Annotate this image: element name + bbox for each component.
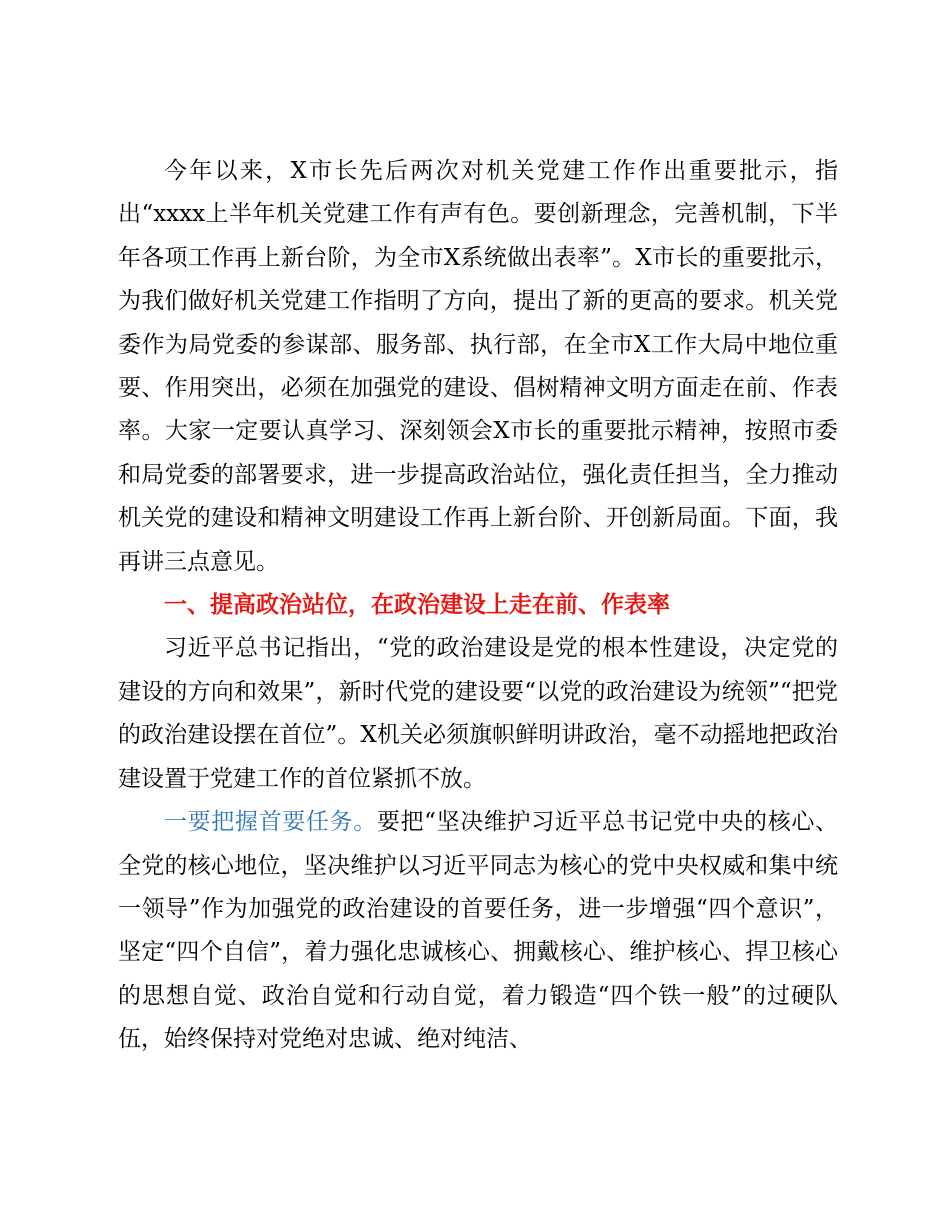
document-body bbox=[118, 150, 838, 1062]
paragraph-primary-task-body: 要把“坚决维护习近平总书记党中央的核心、全党的核心地位，坚决维护以习近平同志为核心的党中央权威和集中统一领导”作为加强党的政治建设的首要任务，进一步增强“四个意识”，坚定“四个自信”，着力强化忠诚核心、拥戴核心、维护核心、捍卫核心的思想自觉、政治自觉和行动自觉，着力锻造“四个铁一般”的过硬队伍，始终保持对党绝对忠诚、绝对纯洁、 bbox=[118, 809, 839, 1053]
paragraph-primary-task bbox=[118, 801, 838, 1061]
section-heading-1: 一、提高政治站位，在政治建设上走在前、作表率 bbox=[164, 592, 670, 619]
paragraph-intro: 今年以来，X市长先后两次对机关党建工作作出重要批示，指出“xxxx上半年机关党建工作有声有色。要创新理念，完善机制，下半年各项工作再上新台阶，为全市X系统做出表率”。X市长的重要批示，为我们做好机关党建工作指明了方向，提出了新的更高的要求。机关党委作为局党委的参谋部、服务部、执行部，在全市X工作大局中地位重要、作用突出，必须在加强党的建设、倡树精神文明方面走在前、作表率。大家一定要认真学习、深刻领会X市长的重要批示精神，按照市委和局党委的部署要求，进一步提高政治站位，强化责任担当，全力推动机关党的建设和精神文明建设工作再上新台阶、开创新局面。下面，我再讲三点意见。 bbox=[118, 158, 838, 575]
paragraph-political-building: 习近平总书记指出，“党的政治建设是党的根本性建设，决定党的建设的方向和效果”，新时代党的建设要“以党的政治建设为统领”“把党的政治建设摆在首位”。X机关必须旗帜鲜明讲政治，毫不动摇地把政治建设置于党建工作的首位紧抓不放。 bbox=[118, 635, 838, 792]
paragraph-lead-phrase: 一要把握首要任务。 bbox=[164, 809, 377, 836]
